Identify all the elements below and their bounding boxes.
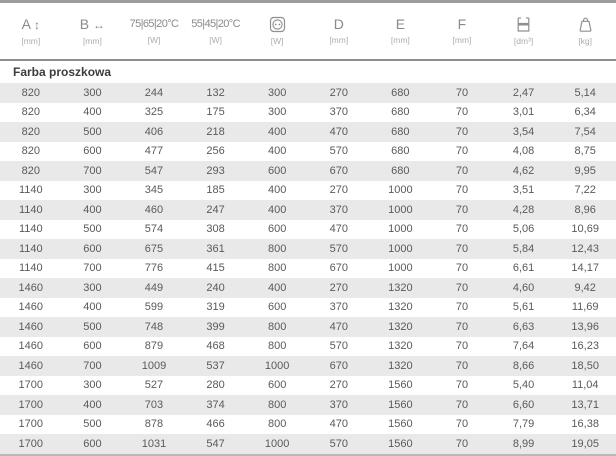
- table-cell: 6,61: [493, 259, 555, 279]
- table-row: [0, 122, 616, 142]
- table-cell: 14,17: [554, 259, 616, 279]
- table-cell: 600: [62, 239, 124, 259]
- table-row: [0, 376, 616, 396]
- table-cell: 70: [431, 239, 493, 259]
- table-cell: 270: [308, 83, 370, 103]
- table-cell: 748: [123, 317, 185, 337]
- table-cell: 300: [62, 83, 124, 103]
- column-unit: [mm]: [452, 35, 472, 45]
- column-label-b: B ↔: [79, 15, 105, 32]
- column-header-a: [0, 2, 62, 61]
- table-cell: 500: [62, 317, 124, 337]
- table-cell: 700: [62, 259, 124, 279]
- table-cell: 6,34: [554, 103, 616, 123]
- table-cell: 70: [431, 103, 493, 123]
- table-cell: 70: [431, 122, 493, 142]
- table-cell: 270: [308, 278, 370, 298]
- table-row: [0, 415, 616, 435]
- table-cell: 18,50: [554, 356, 616, 376]
- table-cell: 270: [308, 376, 370, 396]
- table-cell: 132: [185, 83, 247, 103]
- table-cell: 247: [185, 200, 247, 220]
- table-cell: 500: [62, 220, 124, 240]
- table-cell: 1000: [370, 239, 432, 259]
- column-unit: [W]: [270, 36, 284, 46]
- table-body: [0, 60, 616, 455]
- table-cell: 7,79: [493, 415, 555, 435]
- table-cell: 10,69: [554, 220, 616, 240]
- table-cell: 1320: [370, 356, 432, 376]
- table-cell: 70: [431, 298, 493, 318]
- table-cell: 400: [246, 142, 308, 162]
- table-cell: 1560: [370, 395, 432, 415]
- table-cell: 70: [431, 278, 493, 298]
- table-cell: 1460: [0, 356, 62, 376]
- column-unit: [mm]: [21, 35, 41, 46]
- table-cell: 1460: [0, 298, 62, 318]
- table-cell: 300: [246, 83, 308, 103]
- table-cell: 9,95: [554, 161, 616, 181]
- table-cell: 11,69: [554, 298, 616, 318]
- table-cell: 400: [62, 298, 124, 318]
- column-unit: [mm]: [390, 35, 410, 45]
- table-cell: 1140: [0, 259, 62, 279]
- table-cell: 1031: [123, 434, 185, 455]
- arrow-horizontal-icon: ↔: [93, 17, 105, 32]
- table-cell: 3,01: [493, 103, 555, 123]
- table-row: [0, 317, 616, 337]
- column-header-f: [431, 2, 493, 61]
- table-cell: 1000: [246, 356, 308, 376]
- table-row: [0, 103, 616, 123]
- table-cell: 8,96: [554, 200, 616, 220]
- table-cell: 4,60: [493, 278, 555, 298]
- table-cell: 400: [246, 181, 308, 201]
- table-cell: 670: [308, 356, 370, 376]
- table-cell: 400: [62, 103, 124, 123]
- table-cell: 70: [431, 356, 493, 376]
- table-header-row: [0, 2, 616, 61]
- table-cell: 680: [370, 103, 432, 123]
- table-cell: 820: [0, 122, 62, 142]
- table-cell: 1560: [370, 415, 432, 435]
- table-cell: 600: [246, 161, 308, 181]
- table-cell: 19,05: [554, 434, 616, 455]
- section-label: Farba proszkowa: [0, 60, 616, 83]
- table-cell: 70: [431, 220, 493, 240]
- column-label-d: D: [333, 16, 344, 32]
- table-cell: 370: [308, 200, 370, 220]
- table-cell: 5,40: [493, 376, 555, 396]
- table-row: [0, 278, 616, 298]
- table-cell: 570: [308, 337, 370, 357]
- column-unit: [W]: [209, 35, 222, 45]
- table-cell: 500: [62, 122, 124, 142]
- table-cell: 800: [246, 317, 308, 337]
- table-cell: 680: [370, 142, 432, 162]
- table-cell: 370: [308, 395, 370, 415]
- column-label-power-75: 75|65|20°C: [129, 18, 179, 30]
- table-cell: 800: [246, 239, 308, 259]
- table-cell: 776: [123, 259, 185, 279]
- table-row: [0, 200, 616, 220]
- table-cell: 5,14: [554, 83, 616, 103]
- table-cell: 1000: [370, 200, 432, 220]
- table-cell: 477: [123, 142, 185, 162]
- table-cell: 8,99: [493, 434, 555, 455]
- table-cell: 1000: [370, 181, 432, 201]
- column-label-a: A ↕: [21, 15, 41, 32]
- table-cell: 879: [123, 337, 185, 357]
- table-cell: 70: [431, 161, 493, 181]
- table-cell: 70: [431, 337, 493, 357]
- table-cell: 399: [185, 317, 247, 337]
- table-cell: 449: [123, 278, 185, 298]
- table-cell: 1460: [0, 278, 62, 298]
- table-cell: 527: [123, 376, 185, 396]
- table-cell: 5,61: [493, 298, 555, 318]
- table-cell: 878: [123, 415, 185, 435]
- table-cell: 185: [185, 181, 247, 201]
- table-cell: 820: [0, 142, 62, 162]
- table-row: [0, 337, 616, 357]
- table-cell: 600: [246, 298, 308, 318]
- table-cell: 1320: [370, 278, 432, 298]
- table-cell: 374: [185, 395, 247, 415]
- table-cell: 70: [431, 83, 493, 103]
- table-cell: 4,28: [493, 200, 555, 220]
- table-cell: 1700: [0, 434, 62, 455]
- table-cell: 8,75: [554, 142, 616, 162]
- table-cell: 70: [431, 259, 493, 279]
- column-unit: [dm³]: [513, 36, 534, 46]
- table-cell: 5,84: [493, 239, 555, 259]
- table-header: [0, 2, 616, 61]
- section-header-row: [0, 60, 616, 83]
- table-row: [0, 142, 616, 162]
- table-cell: 16,38: [554, 415, 616, 435]
- table-cell: 70: [431, 181, 493, 201]
- table-cell: 325: [123, 103, 185, 123]
- table-cell: 70: [431, 317, 493, 337]
- column-header-power-55: [185, 2, 247, 61]
- table-cell: 470: [308, 220, 370, 240]
- table-cell: 500: [62, 415, 124, 435]
- table-cell: 1000: [246, 434, 308, 455]
- table-cell: 468: [185, 337, 247, 357]
- table-cell: 7,54: [554, 122, 616, 142]
- table-cell: 537: [185, 356, 247, 376]
- table-cell: 370: [308, 298, 370, 318]
- weight-icon: [554, 16, 616, 33]
- table-cell: 300: [62, 181, 124, 201]
- table-cell: 370: [308, 103, 370, 123]
- table-cell: 11,04: [554, 376, 616, 396]
- table-cell: 1009: [123, 356, 185, 376]
- table-cell: 1700: [0, 376, 62, 396]
- table-cell: 460: [123, 200, 185, 220]
- table-cell: 800: [246, 337, 308, 357]
- table-cell: 820: [0, 161, 62, 181]
- table-cell: 599: [123, 298, 185, 318]
- table-cell: 4,08: [493, 142, 555, 162]
- table-cell: 361: [185, 239, 247, 259]
- table-cell: 13,96: [554, 317, 616, 337]
- arrow-vertical-icon: ↕: [34, 17, 41, 32]
- table-cell: 16,23: [554, 337, 616, 357]
- table-cell: 600: [62, 434, 124, 455]
- table-cell: 1140: [0, 220, 62, 240]
- table-cell: 400: [246, 122, 308, 142]
- table-cell: 700: [62, 161, 124, 181]
- column-header-e: [370, 2, 432, 61]
- table-cell: 1320: [370, 317, 432, 337]
- table-cell: 1000: [370, 259, 432, 279]
- table-cell: 1140: [0, 200, 62, 220]
- table-cell: 8,66: [493, 356, 555, 376]
- table-row: [0, 181, 616, 201]
- table-cell: 319: [185, 298, 247, 318]
- table-cell: 400: [246, 278, 308, 298]
- table-cell: 7,64: [493, 337, 555, 357]
- table-cell: 300: [246, 103, 308, 123]
- column-header-d: [308, 2, 370, 61]
- table-cell: 4,62: [493, 161, 555, 181]
- table-cell: 70: [431, 376, 493, 396]
- table-cell: 570: [308, 434, 370, 455]
- column-header-b: [62, 2, 124, 61]
- column-label-f: F: [457, 16, 467, 32]
- table-cell: 240: [185, 278, 247, 298]
- table-cell: 70: [431, 200, 493, 220]
- table-cell: 466: [185, 415, 247, 435]
- column-label-e: E: [395, 16, 406, 32]
- table-cell: 300: [62, 376, 124, 396]
- table-cell: 70: [431, 142, 493, 162]
- table-cell: 256: [185, 142, 247, 162]
- table-cell: 1700: [0, 415, 62, 435]
- table-cell: 1140: [0, 181, 62, 201]
- water-volume-icon: [493, 16, 555, 33]
- table-cell: 1320: [370, 337, 432, 357]
- table-cell: 1700: [0, 395, 62, 415]
- table-cell: 570: [308, 239, 370, 259]
- table-cell: 218: [185, 122, 247, 142]
- column-unit: [kg]: [578, 36, 593, 46]
- table-cell: 70: [431, 415, 493, 435]
- table-cell: 406: [123, 122, 185, 142]
- table-cell: 600: [246, 376, 308, 396]
- table-cell: 800: [246, 259, 308, 279]
- table-cell: 280: [185, 376, 247, 396]
- table-row: [0, 83, 616, 103]
- table-cell: 6,63: [493, 317, 555, 337]
- column-header-weight: [554, 2, 616, 61]
- table-cell: 270: [308, 181, 370, 201]
- table-row: [0, 395, 616, 415]
- table-cell: 820: [0, 83, 62, 103]
- column-unit: [mm]: [82, 35, 102, 46]
- table-cell: 1460: [0, 317, 62, 337]
- column-header-power-75: [123, 2, 185, 61]
- table-cell: 70: [431, 395, 493, 415]
- table-row: [0, 298, 616, 318]
- table-row: [0, 220, 616, 240]
- table-cell: 600: [62, 142, 124, 162]
- table-row: [0, 239, 616, 259]
- table-cell: 1560: [370, 376, 432, 396]
- table-cell: 547: [123, 161, 185, 181]
- table-cell: 470: [308, 415, 370, 435]
- table-cell: 470: [308, 122, 370, 142]
- column-unit: [mm]: [329, 35, 349, 45]
- column-header-electric-power: [246, 2, 308, 61]
- table-cell: 175: [185, 103, 247, 123]
- table-cell: 820: [0, 103, 62, 123]
- table-cell: 1000: [370, 220, 432, 240]
- table-cell: 470: [308, 317, 370, 337]
- table-cell: 300: [62, 278, 124, 298]
- table-cell: 13,71: [554, 395, 616, 415]
- power-socket-icon: [246, 16, 308, 33]
- table-row: [0, 356, 616, 376]
- table-cell: 1460: [0, 337, 62, 357]
- table-cell: 547: [185, 434, 247, 455]
- table-cell: 400: [62, 395, 124, 415]
- table-cell: 7,22: [554, 181, 616, 201]
- table-row: [0, 434, 616, 455]
- column-label-power-55: 55|45|20°C: [191, 18, 240, 30]
- table-cell: 800: [246, 395, 308, 415]
- table-cell: 1320: [370, 298, 432, 318]
- table-cell: 670: [308, 161, 370, 181]
- column-header-water-volume: [493, 2, 555, 61]
- column-unit: [W]: [147, 35, 161, 45]
- table-cell: 415: [185, 259, 247, 279]
- table-cell: 1560: [370, 434, 432, 455]
- table-cell: 800: [246, 415, 308, 435]
- table-cell: 9,42: [554, 278, 616, 298]
- table-cell: 400: [246, 200, 308, 220]
- table-cell: 244: [123, 83, 185, 103]
- table-cell: 600: [62, 337, 124, 357]
- table-cell: 700: [62, 356, 124, 376]
- table-cell: 675: [123, 239, 185, 259]
- table-cell: 70: [431, 434, 493, 455]
- table-cell: 400: [62, 200, 124, 220]
- table-cell: 6,60: [493, 395, 555, 415]
- table-cell: 570: [308, 142, 370, 162]
- table-cell: 670: [308, 259, 370, 279]
- table-row: [0, 259, 616, 279]
- table-cell: 12,43: [554, 239, 616, 259]
- table-cell: 600: [246, 220, 308, 240]
- table-cell: 2,47: [493, 83, 555, 103]
- table-cell: 3,51: [493, 181, 555, 201]
- table-cell: 703: [123, 395, 185, 415]
- table-cell: 680: [370, 122, 432, 142]
- table-cell: 680: [370, 161, 432, 181]
- table-row: [0, 161, 616, 181]
- table-cell: 5,06: [493, 220, 555, 240]
- table-cell: 1140: [0, 239, 62, 259]
- table-cell: 345: [123, 181, 185, 201]
- table-cell: 293: [185, 161, 247, 181]
- table-cell: 3,54: [493, 122, 555, 142]
- table-cell: 680: [370, 83, 432, 103]
- table-cell: 574: [123, 220, 185, 240]
- table-cell: 308: [185, 220, 247, 240]
